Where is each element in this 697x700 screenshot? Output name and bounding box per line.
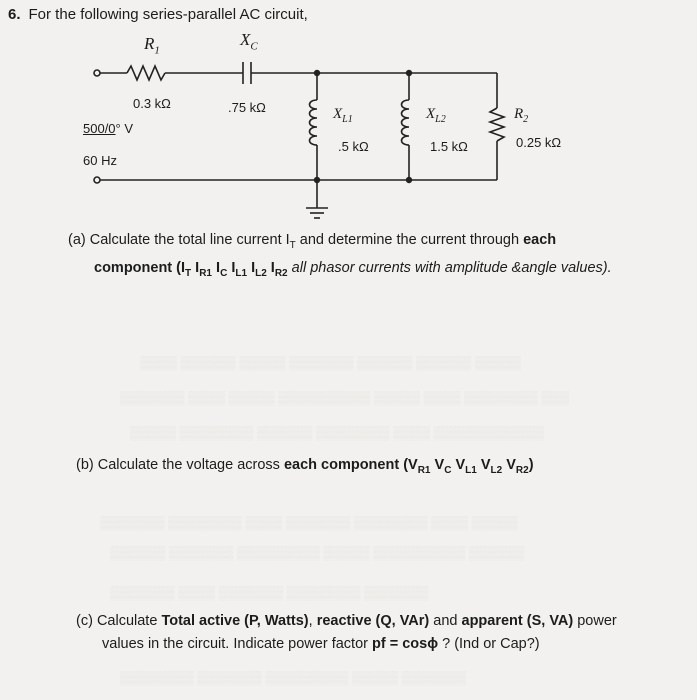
part-a-label: (a)	[68, 232, 86, 248]
bottom-terminal	[94, 177, 100, 183]
bleed-through: ▒▒▒▒▒▒ ▒▒▒▒▒▒▒ ▒▒▒▒▒▒▒▒▒ ▒▒▒▒▒ ▒▒▒▒▒▒▒▒▒▒ ▒▒▒▒▒▒	[110, 545, 525, 560]
source-frequency: 60 Hz	[83, 153, 117, 168]
r2-value: 0.25 kΩ	[516, 135, 562, 150]
xl2-label: $X_{L2}$	[426, 106, 446, 125]
junction-dot	[406, 70, 412, 76]
bleed-through: ▒▒▒▒ ▒▒▒▒▒▒ ▒▒▒▒▒ ▒▒▒▒▒▒▒ ▒▒▒▒▒▒ ▒▒▒▒▒▒ ▒▒▒▒▒	[140, 355, 521, 370]
part-a: (a) Calculate the total line current $I_T$ and determine the current through each component ($I_T$ $I_{R1}$ $I_C$ $I_{L1}$ $I_{L2}$ $I_{R2}$ all phasor currents with amplitude &angle values).	[68, 229, 668, 285]
xl2-value: 1.5 kΩ	[430, 139, 468, 154]
source-voltage: 500/0° V	[83, 121, 134, 136]
r1-label: $R_1$	[144, 34, 160, 57]
xl1-label: $X_{L1}$	[333, 106, 353, 125]
part-c-label: (c)	[76, 613, 93, 629]
r1-resistor-symbol	[127, 66, 165, 80]
top-terminal	[94, 70, 100, 76]
part-a-text: Calculate the total line current I	[89, 232, 290, 248]
bleed-through: ▒▒▒▒▒▒▒ ▒▒▒▒▒▒▒▒ ▒▒▒▒ ▒▒▒▒▒▒▒ ▒▒▒▒▒▒▒▒ ▒▒▒▒ ▒▒▒▒▒	[100, 515, 518, 530]
xc-label: $X_C$	[240, 30, 258, 53]
part-b: (b) Calculate the voltage across each component ($V_{R1}$ $V_C$ $V_{L1}$ $V_{L2}$ $V_{R2}$)	[76, 457, 534, 476]
part-c: (c) Calculate Total active (P, Watts), reactive (Q, VAr) and apparent (S, VA) power values in the circuit. Indicate power factor pf = cosϕ ? (Ind or Cap?)	[76, 610, 686, 656]
part-a-line2: component ($I_T$ $I_{R1}$ $I_C$ $I_{L1}$ $I_{L2}$ $I_{R2}$ all phasor currents with amplitude &angle values).	[94, 259, 612, 279]
r2-resistor-symbol	[490, 108, 504, 141]
junction-dot	[406, 177, 412, 183]
xl2-inductor-symbol	[402, 100, 410, 145]
question-title-text: For the following series-parallel AC circuit,	[28, 6, 308, 23]
part-b-label: (b)	[76, 457, 94, 473]
bleed-through: ▒▒▒▒▒ ▒▒▒▒▒▒▒▒ ▒▒▒▒▒▒ ▒▒▒▒▒▒▒▒ ▒▒▒▒ ▒▒▒▒▒▒▒▒▒▒▒▒	[130, 425, 545, 440]
junction-dot	[314, 70, 320, 76]
bleed-through: ▒▒▒▒▒▒▒▒ ▒▒▒▒▒▒▒ ▒▒▒▒▒▒▒▒▒ ▒▒▒▒▒ ▒▒▒▒▒▒▒	[120, 670, 467, 685]
xl1-value: .5 kΩ	[338, 139, 369, 154]
bleed-through: ▒▒▒▒▒▒▒ ▒▒▒▒ ▒▒▒▒▒▒▒ ▒▒▒▒▒▒▒▒ ▒▒▒▒▒▒▒	[110, 585, 429, 600]
part-c-line2: values in the circuit. Indicate power factor pf = cosϕ ? (Ind or Cap?)	[102, 636, 540, 652]
r1-value: 0.3 kΩ	[133, 96, 171, 111]
junction-dot	[314, 177, 320, 183]
bleed-through: ▒▒▒▒▒▒▒ ▒▒▒▒ ▒▒▒▒▒ ▒▒▒▒▒▒▒▒▒▒ ▒▒▒▒▒ ▒▒▒▒ ▒▒▒▒▒▒▒▒ ▒▒▒	[120, 390, 569, 405]
xc-value: .75 kΩ	[228, 100, 266, 115]
r2-label: $R_2$	[514, 106, 529, 125]
xl1-inductor-symbol	[310, 100, 318, 145]
question-number: 6.	[8, 6, 21, 23]
